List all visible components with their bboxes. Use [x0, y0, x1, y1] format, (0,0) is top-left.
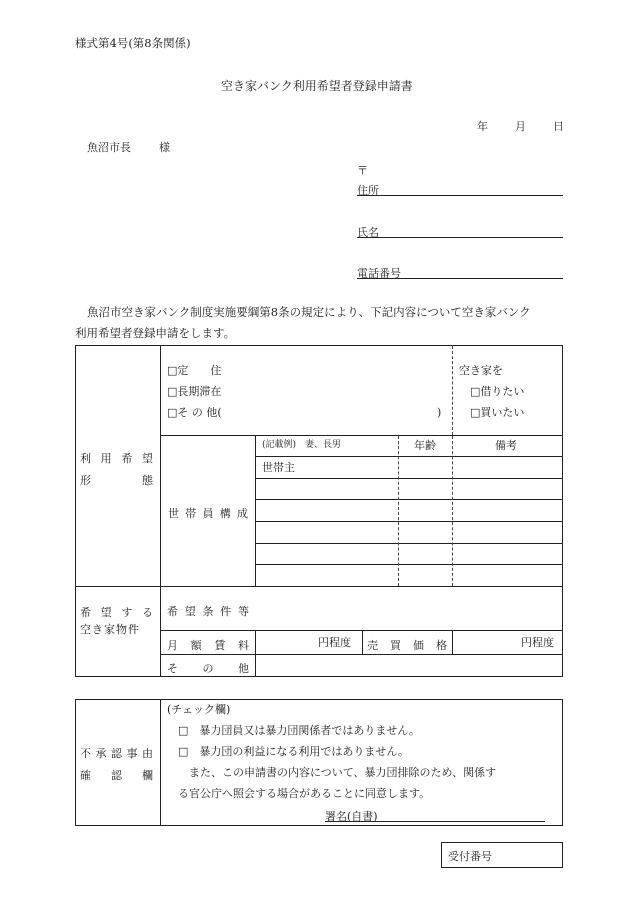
- phone-field[interactable]: [357, 263, 563, 279]
- option-permanent[interactable]: □定 住: [167, 364, 222, 377]
- usage-label-2b: 態: [142, 474, 153, 487]
- date-day: 日: [553, 120, 564, 133]
- usage-label: 利 用 希 望: [80, 452, 153, 465]
- check-item-2[interactable]: □ 暴力団の利益になる利用ではありません。: [178, 745, 410, 758]
- option-long-stay[interactable]: □長期滞在: [167, 385, 222, 398]
- form-number: 様式第4号(第8条関係): [75, 36, 191, 50]
- property-label: 希 望 す る: [80, 606, 153, 619]
- house-header: 空き家を: [459, 364, 503, 377]
- address-field[interactable]: [357, 180, 563, 196]
- address-label: 住所: [357, 184, 379, 197]
- price-label: 売 買 価 格: [367, 639, 447, 652]
- phone-label: 電話番号: [357, 267, 401, 280]
- household-label: 世 帯 員 構 成: [168, 507, 248, 520]
- conditions-label: 希 望 条 件 等: [167, 605, 249, 618]
- receipt-label: 受付番号: [448, 850, 492, 863]
- option-rent[interactable]: □借りたい: [470, 385, 525, 398]
- option-other-close: ): [437, 406, 442, 419]
- other-label: そ の 他: [167, 662, 249, 675]
- check-label-1: 不 承 認 事 由: [80, 747, 153, 760]
- check-label-2: 確 認 欄: [80, 769, 153, 782]
- name-field[interactable]: [357, 222, 563, 238]
- consent-line-1: また、この申請書の内容について、暴力団排除のため、関係す: [189, 766, 497, 779]
- addressee-honorific: 様: [159, 141, 170, 154]
- intro-line-1: 魚沼市空き家バンク制度実施要綱第8条の規定により、下記内容について空き家バンク: [87, 305, 531, 319]
- rent-label: 月 額 賃 料: [167, 639, 249, 652]
- usage-label-2a: 形: [80, 474, 91, 487]
- property-label-2: 空き家物件: [80, 623, 140, 636]
- check-item-1[interactable]: □ 暴力団員又は暴力団関係者ではありません。: [178, 724, 421, 737]
- usage-label-2: [80, 472, 153, 488]
- rent-unit: 円程度: [318, 636, 351, 649]
- check-header: (チェック欄): [167, 703, 231, 716]
- signature-label: 署名(自書): [325, 810, 378, 823]
- household-col-example: (記載例) 妻、長男: [262, 440, 342, 450]
- addressee-name: 魚沼市長: [87, 141, 131, 154]
- consent-line-2: る官公庁へ照会する場合があることに同意します。: [178, 787, 431, 800]
- date-year: 年: [477, 120, 488, 133]
- option-other[interactable]: □そ の 他(: [167, 406, 222, 419]
- intro-line-2: 利用希望者登録申請をします。: [75, 326, 236, 340]
- page-title: 空き家バンク利用希望者登録申請書: [221, 79, 413, 93]
- option-buy[interactable]: □買いたい: [470, 406, 525, 419]
- household-col-age: 年齢: [414, 439, 436, 452]
- postal-mark: 〒: [357, 164, 368, 177]
- date-month: 月: [515, 120, 526, 133]
- receipt-box: [441, 842, 563, 868]
- household-col-notes: 備考: [495, 439, 517, 452]
- household-first-row: 世帯主: [262, 461, 295, 474]
- name-label: 氏名: [357, 226, 379, 239]
- price-unit: 円程度: [521, 636, 554, 649]
- signature-field[interactable]: [325, 806, 545, 822]
